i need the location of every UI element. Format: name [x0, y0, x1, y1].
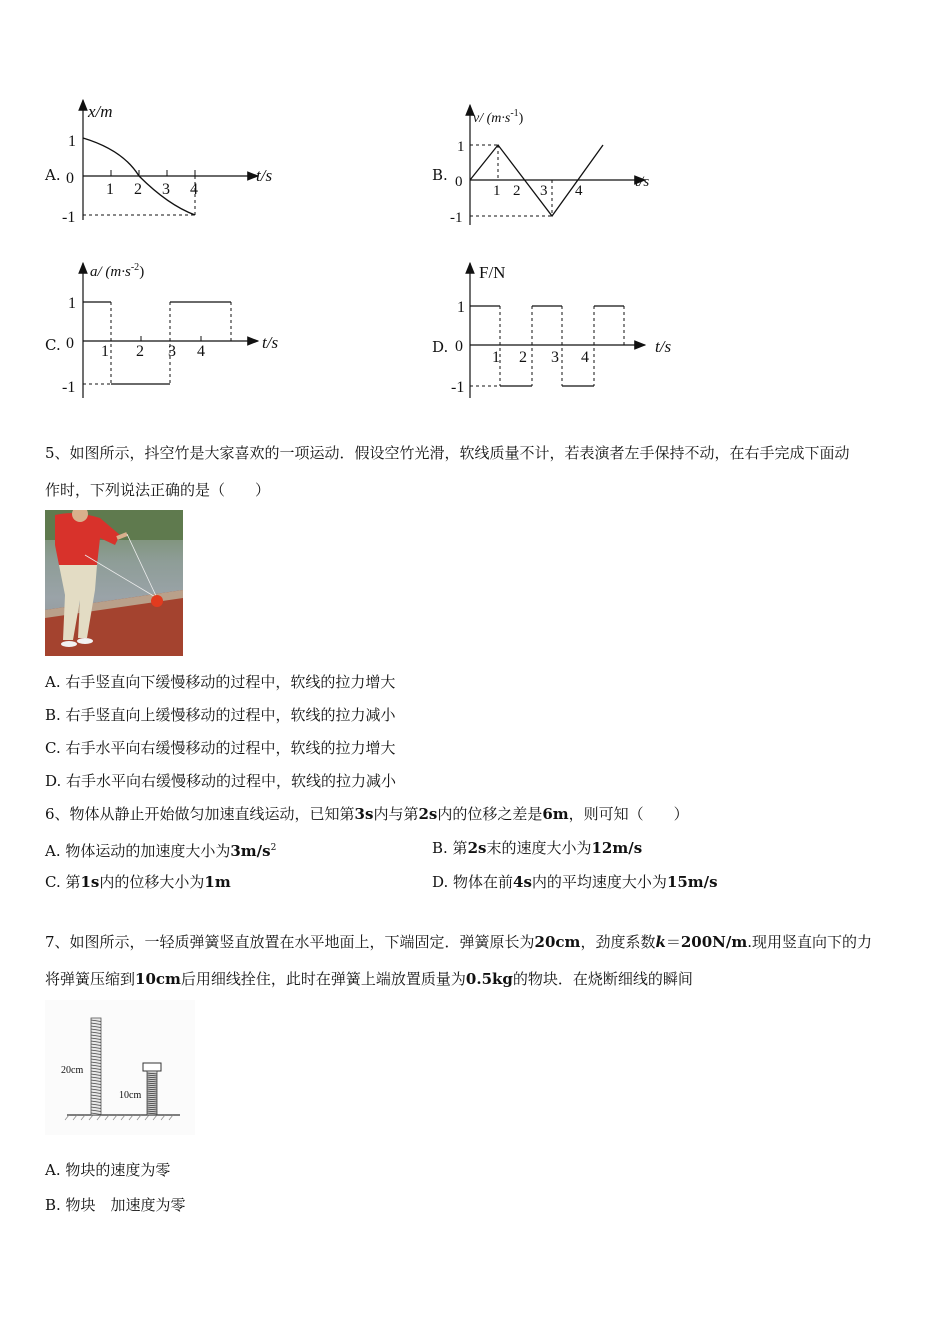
label-20cm: 20cm: [61, 1065, 84, 1076]
q7-stem-line1: 7、如图所示，一轻质弹簧竖直放置在水平地面上，下端固定．弹簧原长为20cm，劲度系数k＝200N/m.现用竖直向下的力: [45, 933, 873, 951]
y-tick-neg1: -1: [451, 379, 465, 396]
q6-option-b[interactable]: B. 第2s末的速度大小为12m/s: [432, 839, 643, 857]
x-tick-2: 2: [136, 343, 144, 360]
y-tick-neg1: -1: [62, 379, 76, 396]
y-tick-1: 1: [457, 139, 465, 155]
x-tick-1: 1: [101, 343, 109, 360]
y-axis-label-end: ): [139, 264, 145, 280]
x-tick-4: 4: [581, 349, 589, 366]
q5-option-c[interactable]: C. 右手水平向右缓慢移动的过程中，软线的拉力增大: [45, 739, 396, 757]
y-tick-neg1: -1: [450, 210, 463, 226]
x-tick-4: 4: [190, 181, 198, 198]
y-axis-label: x/m: [88, 102, 113, 121]
x-tick-3: 3: [540, 183, 548, 199]
y-axis-label-end: ): [518, 111, 524, 126]
x-tick-2: 2: [134, 181, 142, 198]
x-tick-4: 4: [575, 183, 583, 199]
q6-option-c[interactable]: C. 第1s内的位移大小为1m: [45, 873, 231, 891]
q6-option-d[interactable]: D. 物体在前4s内的平均速度大小为15m/s: [432, 873, 718, 891]
y-tick-0: 0: [455, 174, 463, 190]
x-axis-label: t/s: [262, 333, 279, 352]
svg-text:v/ (m·s-1): [473, 108, 524, 126]
q7-option-b[interactable]: B. 物块 加速度为零: [45, 1196, 186, 1214]
graph-c-option-label: C.: [45, 336, 61, 354]
q5-option-d[interactable]: D. 右手水平向右缓慢移动的过程中，软线的拉力减小: [45, 772, 397, 790]
q7-option-a[interactable]: A. 物块的速度为零: [45, 1161, 171, 1179]
x-tick-2: 2: [513, 183, 521, 199]
x-axis-label: t/s: [635, 174, 650, 190]
label-10cm: 10cm: [119, 1090, 142, 1101]
q5-stem-line1: 5、如图所示，抖空竹是大家喜欢的一项运动．假设空竹光滑，软线质量不计，若表演者左手保持不动，在右手完成下面动: [45, 444, 850, 462]
y-axis-label: F/N: [479, 263, 506, 282]
y-axis-label-sup: -2: [130, 262, 140, 273]
y-tick-neg1: -1: [62, 209, 76, 226]
x-tick-1: 1: [492, 349, 500, 366]
q5-option-b[interactable]: B. 右手竖直向上缓慢移动的过程中，软线的拉力减小: [45, 706, 396, 724]
y-axis-label: v/ (m·s: [473, 111, 511, 126]
x-axis-label: t/s: [256, 166, 273, 185]
q5-option-a[interactable]: A. 右手竖直向下缓慢移动的过程中，软线的拉力增大: [45, 673, 396, 691]
x-tick-3: 3: [168, 343, 176, 360]
graph-a-x-t: [58, 95, 298, 235]
svg-text:a/ (m·s-2): [90, 262, 144, 280]
y-tick-1: 1: [68, 133, 76, 150]
graph-d-option-label: D.: [432, 338, 449, 356]
q7-stem-line2: 将弹簧压缩到10cm后用细线拴住，此时在弹簧上端放置质量为0.5kg的物块．在烧断细线的瞬间: [45, 970, 693, 988]
graph-a-option-label: A.: [45, 166, 61, 184]
y-axis-label: a/ (m·s: [90, 264, 131, 280]
y-tick-1: 1: [68, 295, 76, 312]
q6-stem: 6、物体从静止开始做匀加速直线运动，已知第3s内与第2s内的位移之差是6m，则可知（ ）: [45, 805, 689, 823]
x-tick-3: 3: [551, 349, 559, 366]
spring-figure: [45, 1000, 195, 1135]
q5-stem-line2: 作时，下列说法正确的是（ ）: [45, 481, 271, 499]
q6-option-a[interactable]: A. 物体运动的加速度大小为$3m/s^2$: [45, 842, 277, 860]
graph-c-a-t: [58, 258, 298, 403]
graph-b-v-t: [445, 100, 685, 235]
y-tick-0: 0: [66, 335, 74, 352]
x-axis-label: t/s: [655, 337, 672, 356]
y-axis-label-sup: -1: [510, 108, 519, 119]
y-tick-0: 0: [66, 170, 74, 187]
x-tick-4: 4: [197, 343, 205, 360]
diabolo-photo: [45, 510, 183, 656]
x-tick-2: 2: [519, 349, 527, 366]
x-tick-3: 3: [162, 181, 170, 198]
graph-b-option-label: B.: [432, 166, 448, 184]
x-tick-1: 1: [106, 181, 114, 198]
graph-d-f-t: [445, 258, 685, 403]
y-tick-0: 0: [455, 338, 463, 355]
y-tick-1: 1: [457, 299, 465, 316]
x-tick-1: 1: [493, 183, 501, 199]
